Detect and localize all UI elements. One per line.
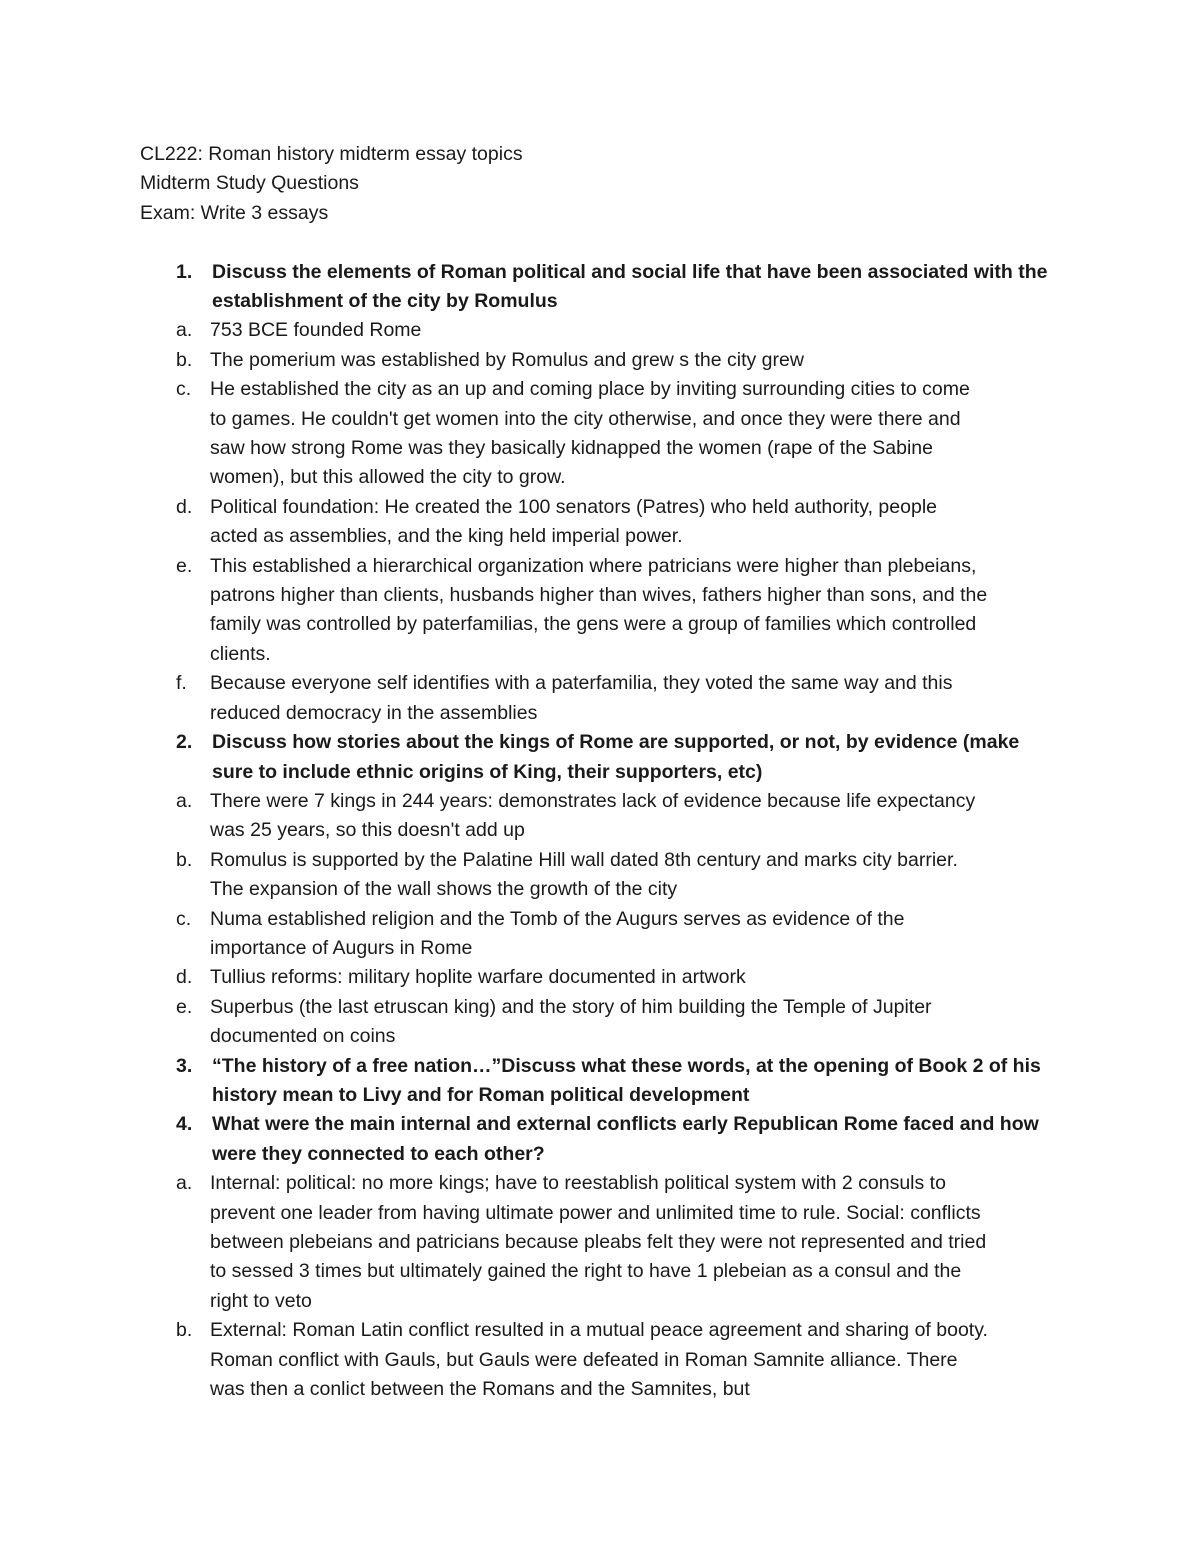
item-letter: e. <box>176 554 193 577</box>
item-letter: f. <box>176 672 187 695</box>
document-page <box>140 140 1070 1404</box>
item-text: This established a hierarchical organization where patricians were higher than plebeians, patrons higher than clients, husbands higher than wives, fathers higher than sons, and the family was controlled by paterfamilias, the gens were a group of families which controlled clients. <box>210 554 988 665</box>
question-3 <box>140 1052 1070 1111</box>
question-text: What were the main internal and external conflicts early Republican Rome faced and how were they connected to each other? <box>212 1113 1039 1165</box>
list-item <box>140 1316 990 1404</box>
item-letter: d. <box>176 495 193 518</box>
list-item <box>140 669 990 728</box>
document-subtitle: Midterm Study Questions <box>140 172 359 195</box>
item-letter: c. <box>176 907 192 930</box>
question-text: Discuss the elements of Roman political and social life that have been associated with the establishment of the city by Romulus <box>212 260 1048 313</box>
list-item <box>140 993 990 1052</box>
item-text: External: Roman Latin conflict resulted in a mutual peace agreement and sharing of booty. Roman conflict with Gauls, but Gauls were defeated in Roman Samnite alliance. There was then a conlict between the Romans and the Samnites, but <box>210 1319 988 1401</box>
question-number: 2. <box>176 731 193 754</box>
list-item <box>140 963 990 992</box>
question-number: 4. <box>176 1113 193 1136</box>
item-letter: b. <box>176 1319 193 1342</box>
list-item <box>140 1169 990 1316</box>
item-text: Tullius reforms: military hoplite warfare documented in artwork <box>210 966 746 989</box>
item-letter: b. <box>176 348 193 371</box>
item-letter: a. <box>176 319 193 342</box>
question-2 <box>140 728 1070 787</box>
list-item <box>140 346 990 375</box>
item-text: He established the city as an up and coming place by inviting surrounding cities to come to games. He couldn't get women into the city otherwise, and once they were there and saw how strong Rome was they basically kidnapped the women (rape of the Sabine women), but this allowed the city to grow. <box>210 378 970 489</box>
list-item <box>140 493 990 552</box>
item-text: The pomerium was established by Romulus and grew s the city grew <box>210 348 804 371</box>
item-text: Superbus (the last etruscan king) and the story of him building the Temple of Jupiter documented on coins <box>210 995 932 1048</box>
item-text: Internal: political: no more kings; have to reestablish political system with 2 consuls to prevent one leader from having ultimate power and unlimited time to rule. Social: conflicts between plebeians and patricians because pleabs felt they were not represented and tried to sessed 3 times but ultimately gained the right to have 1 plebeian as a consul and the right to veto <box>210 1172 987 1312</box>
exam-instructions: Exam: Write 3 essays <box>140 201 329 224</box>
item-letter: e. <box>176 995 193 1018</box>
question-number: 1. <box>176 260 193 283</box>
list-item <box>140 552 990 670</box>
item-letter: d. <box>176 966 193 989</box>
item-letter: a. <box>176 789 193 812</box>
list-item <box>140 787 990 846</box>
item-letter: b. <box>176 848 193 871</box>
course-title: CL222: Roman history midterm essay topics <box>140 143 523 165</box>
item-text: Numa established religion and the Tomb of the Augurs serves as evidence of the importance of Augurs in Rome <box>210 907 905 959</box>
list-item <box>140 846 990 905</box>
question-text: “The history of a free nation…”Discuss what these words, at the opening of Book 2 of his history mean to Livy and for Roman political development <box>212 1054 1041 1106</box>
question-number: 3. <box>176 1054 193 1077</box>
item-text: Because everyone self identifies with a paterfamilia, they voted the same way and this reduced democracy in the assemblies <box>210 672 953 724</box>
question-1 <box>140 258 1070 317</box>
item-text: Political foundation: He created the 100 senators (Patres) who held authority, people acted as assemblies, and the king held imperial power. <box>210 495 937 548</box>
question-4 <box>140 1110 1070 1169</box>
question-text: Discuss how stories about the kings of Rome are supported, or not, by evidence (make sure to include ethnic origins of King, their supporters, etc) <box>212 731 1020 783</box>
item-text: There were 7 kings in 244 years: demonstrates lack of evidence because life expectancy was 25 years, so this doesn't add up <box>210 789 976 842</box>
item-text: 753 BCE founded Rome <box>210 319 422 342</box>
list-item <box>140 905 990 964</box>
item-letter: a. <box>176 1172 193 1195</box>
item-text: Romulus is supported by the Palatine Hill wall dated 8th century and marks city barrier. The expansion of the wall shows the growth of the city <box>210 848 958 901</box>
list-item <box>140 316 990 345</box>
item-letter: c. <box>176 378 192 401</box>
list-item <box>140 375 990 493</box>
question-list <box>140 258 1070 1405</box>
